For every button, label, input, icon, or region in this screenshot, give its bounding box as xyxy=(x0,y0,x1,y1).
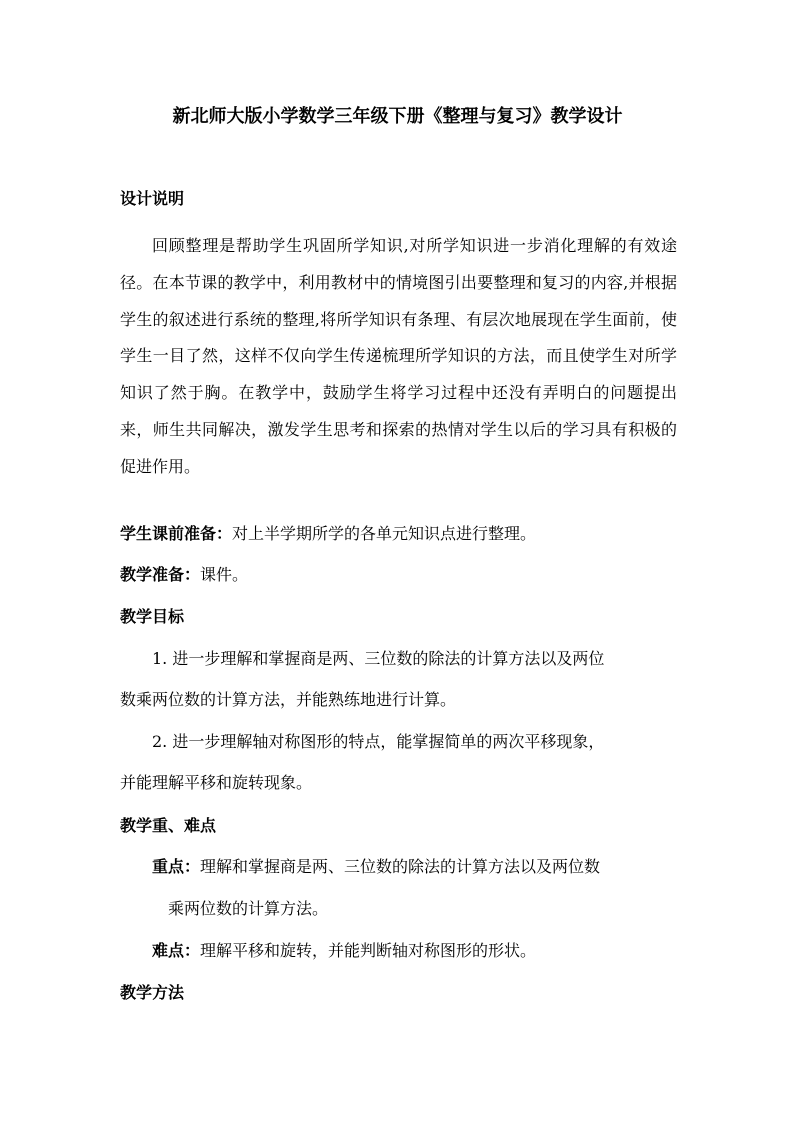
design-paragraph: 回顾整理是帮助学生巩固所学知识,对所学知识进一步消化理解的有效途径。在本节课的教学中，利用教材中的情境图引出要整理和复习的内容,并根据学生的叙述进行系统的整理,将所学知识有条理、有层次地展现在学生面前，使学生一目了然，这样不仅向学生传递梳理所学知识的方法，而且使学生对所学知识了然于胸。在教学中，鼓励学生将学习过程中还没有弄明白的问题提出来，师生共同解决，激发学生思考和探索的热情对学生以后的学习具有积极的促进作用。 xyxy=(120,236,677,476)
key-point-line-2: 乘两位数的计算方法。 xyxy=(168,899,329,918)
goal-2-line-2: 并能理解平移和旋转现象。 xyxy=(120,773,313,792)
key-point-label: 重点： xyxy=(152,857,201,876)
design-heading: 设计说明 xyxy=(120,189,185,208)
goal-2-line-1: 2. 进一步理解轴对称图形的特点，能掌握简单的两次平移现象， xyxy=(152,732,605,751)
goals-heading: 教学目标 xyxy=(120,607,185,626)
method-heading: 教学方法 xyxy=(120,983,185,1002)
student-prep-text: 对上半学期所学的各单元知识点进行整理。 xyxy=(232,524,537,543)
key-heading: 教学重、难点 xyxy=(120,816,217,835)
difficult-point-line xyxy=(152,940,536,962)
teacher-prep-line xyxy=(120,564,248,586)
key-point-text-1: 理解和掌握商是两、三位数的除法的计算方法以及两位数 xyxy=(200,857,601,876)
difficult-point-label: 难点： xyxy=(152,941,201,960)
teacher-prep-text: 课件。 xyxy=(200,565,249,584)
difficult-point-text: 理解平移和旋转，并能判断轴对称图形的形状。 xyxy=(200,941,537,960)
student-prep-line xyxy=(120,523,536,545)
teacher-prep-label: 教学准备： xyxy=(120,565,201,584)
student-prep-label: 学生课前准备： xyxy=(120,524,233,543)
goal-1-line-2: 数乘两位数的计算方法，并能熟练地进行计算。 xyxy=(120,690,457,709)
key-point-line-1 xyxy=(152,856,600,878)
document-title: 新北师大版小学数学三年级下册《整理与复习》教学设计 xyxy=(172,106,623,127)
goal-1-line-1: 1. 进一步理解和掌握商是两、三位数的除法的计算方法以及两位 xyxy=(152,649,605,668)
